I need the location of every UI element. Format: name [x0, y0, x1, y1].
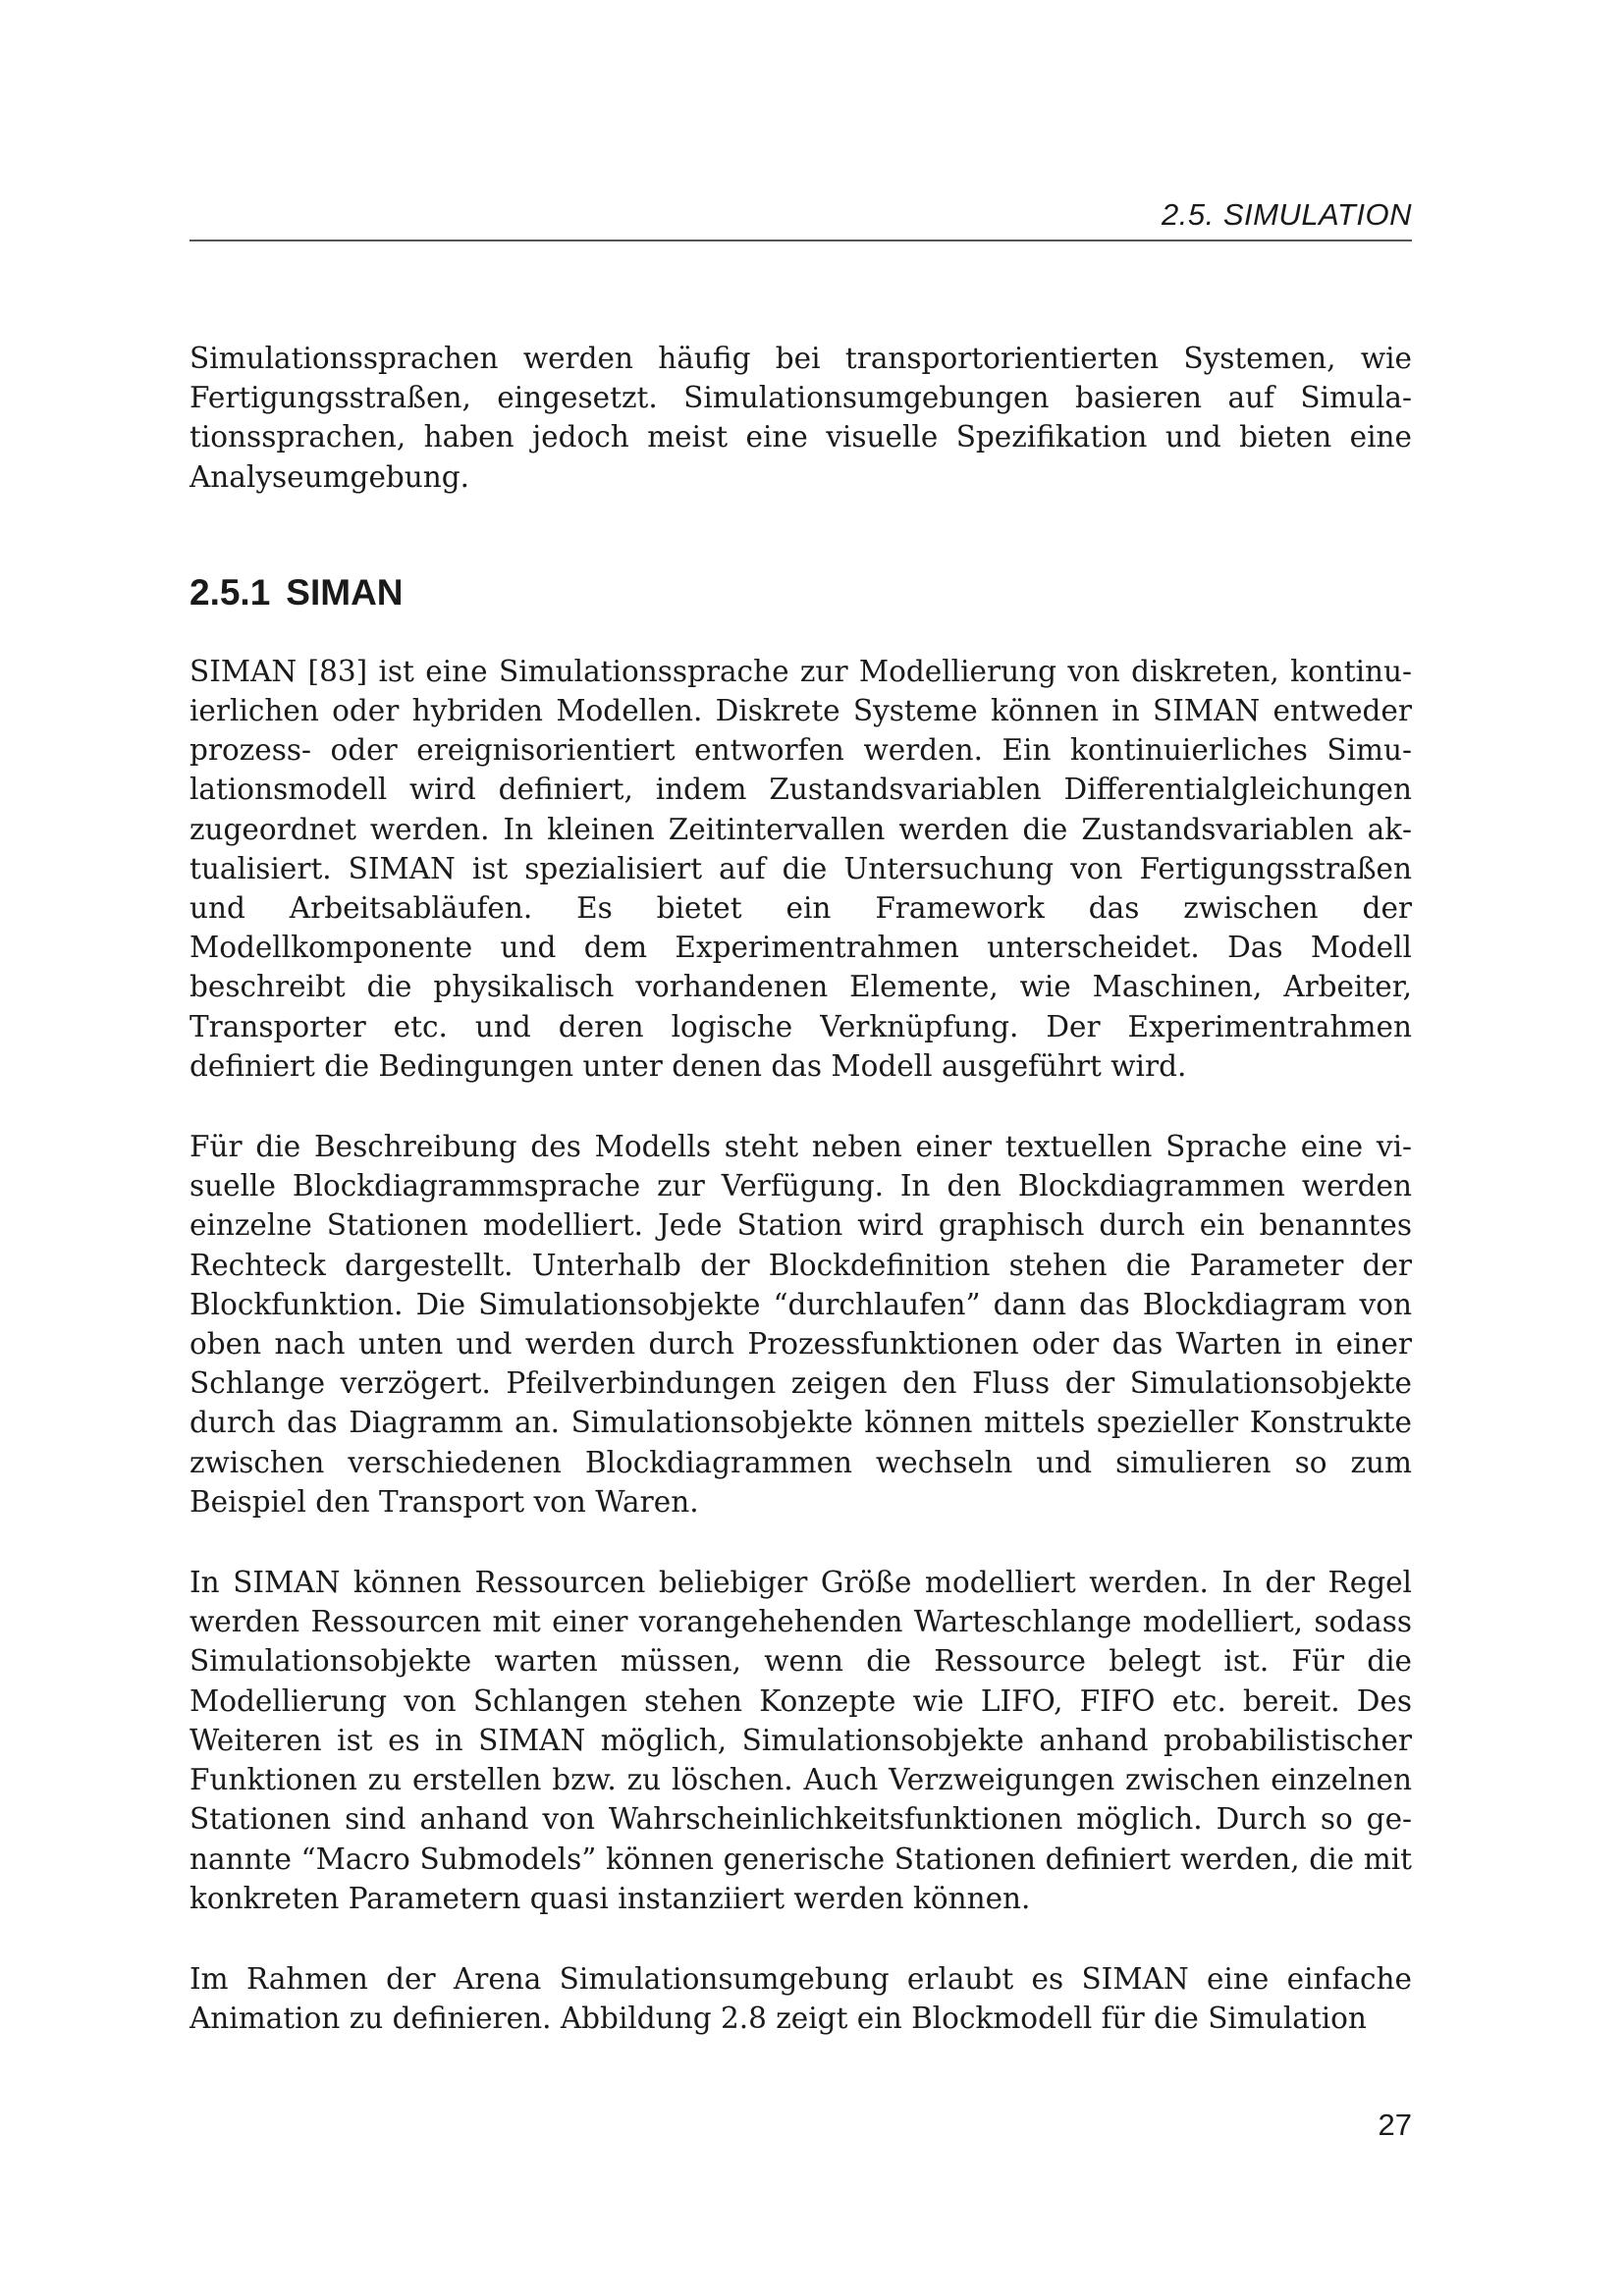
- section-number: 2.5.1: [189, 571, 271, 613]
- section-heading: [189, 571, 1412, 614]
- section-paragraph-4: Im Rahmen der Arena Simulationsumgebung erlaubt es SIMAN eine einfache Animation zu definieren. Abbildung 2.8 zeigt ein Blockmodell für die Simulation: [189, 1961, 1412, 2036]
- intro-paragraph: Simulationssprachen werden häufig bei transportorientierten Systemen, wie Fertigungsstraßen, eingesetzt. Simulationsumgebungen basieren auf Simulationssprachen, haben jedoch meist eine visuelle Spezifikation und bieten eine Analyseumgebung.: [189, 342, 1412, 494]
- running-header-title: 2.5. SIMULATION: [1162, 197, 1412, 232]
- page-number: 27: [1378, 2108, 1412, 2142]
- section-paragraph-3: In SIMAN können Ressourcen beliebiger Größe modelliert werden. In der Regel werden Ressourcen mit einer vorangehehenden Warteschlange modelliert, sodass Simulationsobjekte warten müssen, wenn die Ressource belegt ist. Für die Modellierung von Schlangen stehen Konzepte wie LIFO, FIFO etc. bereit. Des Weiteren ist es in SIMAN möglich, Simulationsobjekte anhand probabilistischer Funktionen zu erstellen bzw. zu löschen. Auch Verzweigungen zwischen einzelnen Stationen sind anhand von Wahrscheinlichkeitsfunktionen möglich. Durch so genannte “Macro Submodels” können generische Stationen definiert werden, die mit konkreten Parametern quasi instanziiert werden können.: [189, 1566, 1412, 1915]
- running-header: [189, 192, 1412, 241]
- section-paragraph-1: SIMAN [83] ist eine Simulationssprache zur Modellierung von diskreten, kontinuierlichen oder hybriden Modellen. Diskrete Systeme können in SIMAN entweder prozess- oder ereignisorientiert entworfen werden. Ein kontinuierliches Simulationsmodell wird definiert, indem Zustandsvariablen Differentialgleichungen zugeordnet werden. In kleinen Zeitintervallen werden die Zustandsvariablen aktualisiert. SIMAN ist spezialisiert auf die Untersuchung von Fertigungsstraßen und Arbeitsabläufen. Es bietet ein Framework das zwischen der Modellkomponente und dem Experimentrahmen unterscheidet. Das Modell beschreibt die physikalisch vorhandenen Elemente, wie Maschinen, Arbeiter, Transporter etc. und deren logische Verknüpfung. Der Experimentrahmen definiert die Bedingungen unter denen das Modell ausgeführt wird.: [189, 654, 1412, 1083]
- section-title: SIMAN: [286, 571, 404, 613]
- section-paragraph-2: Für die Beschreibung des Modells steht neben einer textuellen Sprache eine visuelle Blockdiagrammsprache zur Verfügung. In den Blockdiagrammen werden einzelne Stationen modelliert. Jede Station wird graphisch durch ein benanntes Rechteck dargestellt. Unterhalb der Blockdefinition stehen die Parameter der Blockfunktion. Die Simulationsobjekte “durchlaufen” dann das Blockdiagram von oben nach unten und werden durch Prozessfunktionen oder das Warten in einer Schlange verzögert. Pfeilverbindungen zeigen den Fluss der Simulationsobjekte durch das Diagramm an. Simulationsobjekte können mittels spezieller Konstrukte zwischen verschiedenen Blockdiagrammen wechseln und simulieren so zum Beispiel den Transport von Waren.: [189, 1130, 1412, 1519]
- page-body: [189, 339, 1412, 2038]
